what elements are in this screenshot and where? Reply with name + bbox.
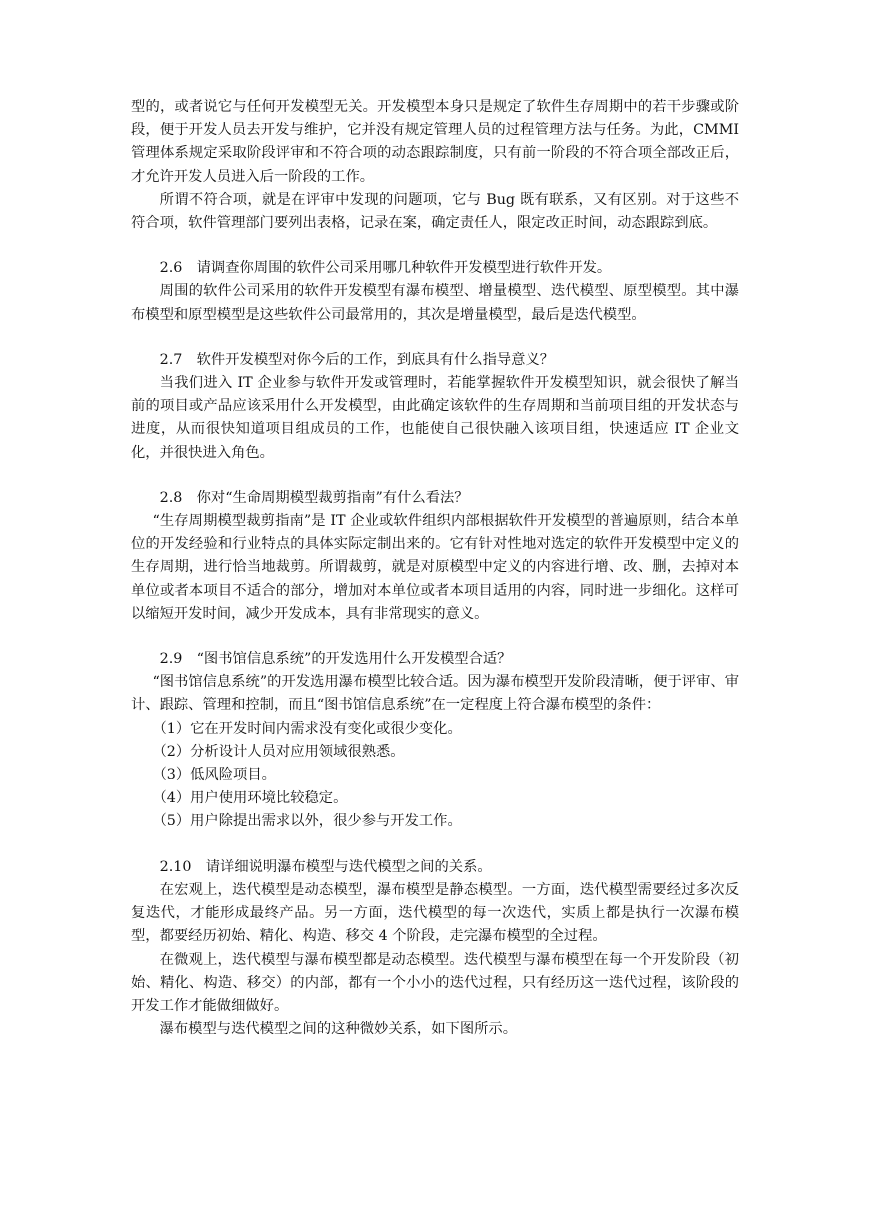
paragraph-nonconformity: 所谓不符合项，就是在评审中发现的问题项，它与 Bug 既有联系，又有区别。对于这些不符合项，软件管理部门要列出表格，记录在案，确定责任人，限定改正时间，动态跟踪到底。: [131, 191, 739, 232]
section-gap: [131, 626, 739, 648]
answer-2-10-macro: 在宏观上，迭代模型是动态模型，瀑布模型是静态模型。一方面，迭代模型需要经过多次反复迭代，才能形成最终产品。另一方面，迭代模型的每一次迭代，实质上都是执行一次瀑布模型，都要经历初始、精化、构造、移交 4 个阶段，走完瀑布模型的全过程。: [131, 881, 739, 945]
answer-2-8: “生存周期模型裁剪指南”是 IT 企业或软件组织内部根据软件开发模型的普遍原则，结合本单位的开发经验和行业特点的具体实际定制出来的。它有针对性地对选定的软件开发模型中定义的生存周期，进行恰当地裁剪。所谓裁剪，就是对原模型中定义的内容进行增、改、删，去掉对本单位或者本项目不适合的部分，增加对本单位或者本项目适用的内容，同时进一步细化。这样可以缩短开发时间，减少开发成本，具有非常现实的意义。: [131, 513, 739, 622]
paragraph-continued: 型的，或者说它与任何开发模型无关。开发模型本身只是规定了软件生存周期中的若干步骤或阶段，便于开发人员去开发与维护，它并没有规定管理人员的过程管理方法与任务。为此，CMMI 管理体系规定采取阶段评审和不符合项的动态跟踪制度，只有前一阶段的不符合项全部改正后，才允许开发人员进入后一阶段的工作。: [131, 99, 739, 185]
question-2-7: 2.7 软件开发模型对你今后的工作，到底具有什么指导意义？: [159, 351, 555, 368]
condition-item: （2）分析设计人员对应用领域很熟悉。: [152, 743, 405, 760]
question-2-8: 2.8 你对“生命周期模型裁剪指南”有什么看法？: [159, 489, 469, 506]
section-gap: [131, 834, 739, 856]
document-page: [131, 96, 739, 1041]
question-2-6: 2.6 请调查你周围的软件公司采用哪几种软件开发模型进行软件开发。: [159, 260, 612, 277]
answer-2-10-figure-ref: 瀑布模型与迭代模型之间的这种微妙关系，如下图所示。: [159, 1021, 518, 1038]
condition-item: （3）低风险项目。: [152, 767, 276, 784]
condition-item: （1）它在开发时间内需求没有变化或很少变化。: [152, 720, 462, 737]
answer-2-7: 当我们进入 IT 企业参与软件开发或管理时，若能掌握软件开发模型知识，就会很快了解当前的项目或产品应该采用什么开发模型，由此确定该软件的生存周期和当前项目组的开发状态与进度，从而很快知道项目组成员的工作，也能使自己很快融入该项目组，快速适应 IT 企业文化，并很快进入角色。: [131, 375, 739, 461]
answer-2-10-micro: 在微观上，迭代模型与瀑布模型都是动态模型。迭代模型与瀑布模型在每一个开发阶段（初始、精化、构造、移交）的内部，都有一个小小的迭代过程，只有经历这一迭代过程，该阶段的开发工作才能做细做好。: [131, 951, 739, 1014]
question-2-10: 2.10 请详细说明瀑布模型与迭代模型之间的关系。: [159, 858, 492, 875]
condition-item: （5）用户除提出需求以外，很少参与开发工作。: [152, 813, 462, 830]
answer-2-6: 周围的软件公司采用的软件开发模型有瀑布模型、增量模型、迭代模型、原型模型。其中瀑布模型和原型模型是这些软件公司最常用的，其次是增量模型，最后是迭代模型。: [131, 283, 739, 323]
section-gap: [131, 465, 739, 487]
question-2-9: 2.9 “图书馆信息系统”的开发选用什么开发模型合适？: [159, 651, 512, 668]
condition-item: （4）用户使用环境比较稳定。: [152, 790, 348, 807]
section-gap: [131, 327, 739, 349]
section-gap: [131, 235, 739, 257]
answer-2-9: “图书馆信息系统”的开发选用瀑布模型比较合适。因为瀑布模型开发阶段清晰，便于评审、审计、跟踪、管理和控制，而且“图书馆信息系统”在一定程度上符合瀑布模型的条件：: [131, 674, 739, 714]
